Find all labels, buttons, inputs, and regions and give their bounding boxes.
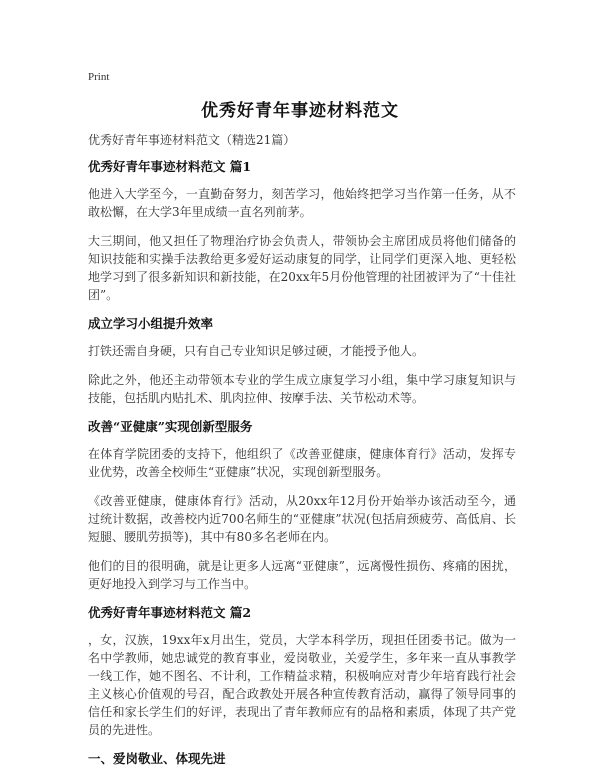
section-heading: 改善“亚健康”实现创新型服务 [88,419,253,434]
paragraph: 在体育学院团委的支持下，他组织了《改善亚健康，健康体育行》活动，发挥专业优势，改善全校师生“亚健康”状况，实现创新型服务。 [88,447,516,479]
section-heading: 优秀好青年事迹材料范文 篇1 [88,159,252,174]
section-heading: 优秀好青年事迹材料范文 篇2 [88,605,252,620]
paragraph: 他们的目的很明确，就是让更多人远离“亚健康”，远离慢性损伤、疼痛的困扰，更好地投入到学习与工作当中。 [88,559,516,591]
page-title: 优秀好青年事迹材料范文 [201,101,399,121]
paragraph: ，女，汉族，19xx年x月出生，党员，大学本科学历，现担任团委书记。做为一名中学教师，她忠诚党的教育事业，爱岗敬业，关爱学生，多年来一直从事教学一线工作，她不图名、不计利，工作精益求精，积极响应对青少年培育践行社会主义核心价值观的号召，配合政教处开展各种宣传教育活动，赢得了领导同事的信任和家长学生们的好评，表现出了青年教师应有的品格和素质，体现了共产党员的先进性。 [88,633,516,737]
section-heading: 成立学习小组提升效率 [88,316,214,331]
paragraph: 大三期间，他又担任了物理治疗协会负责人，带领协会主席团成员将他们储备的知识技能和实操手法教给更多爱好运动康复的同学，让同学们更深入地、更轻松地学习到了很多新知识和新技能，在20xx年5月份他管理的社团被评为了“十佳社团”。 [88,234,516,302]
print-label[interactable]: Print [88,71,110,83]
document-subtitle: 优秀好青年事迹材料范文（精选21篇） [88,133,296,147]
paragraph: 打铁还需自身硬，只有自己专业知识足够过硬，才能授予他人。 [88,344,425,358]
section-heading: 一、爱岗敬业、体现先进 [88,751,226,766]
paragraph: 除此之外，他还主动带领本专业的学生成立康复学习小组，集中学习康复知识与技能，包括肌内贴扎术、肌肉拉伸、按摩手法、关节松动术等。 [88,373,516,405]
document-body [88,131,516,777]
paragraph: 他进入大学至今，一直勤奋努力，刻苦学习，他始终把学习当作第一任务，从不敢松懈，在大学3年里成绩一直名列前茅。 [88,187,516,219]
paragraph: 《改善亚健康，健康体育行》活动，从20xx年12月份开始举办该活动至今，通过统计数据，改善校内近700名师生的“亚健康”状况(包括肩颈疲劳、高低肩、长短腿、腰肌劳损等)，其中有80多名老师在内。 [88,494,516,544]
